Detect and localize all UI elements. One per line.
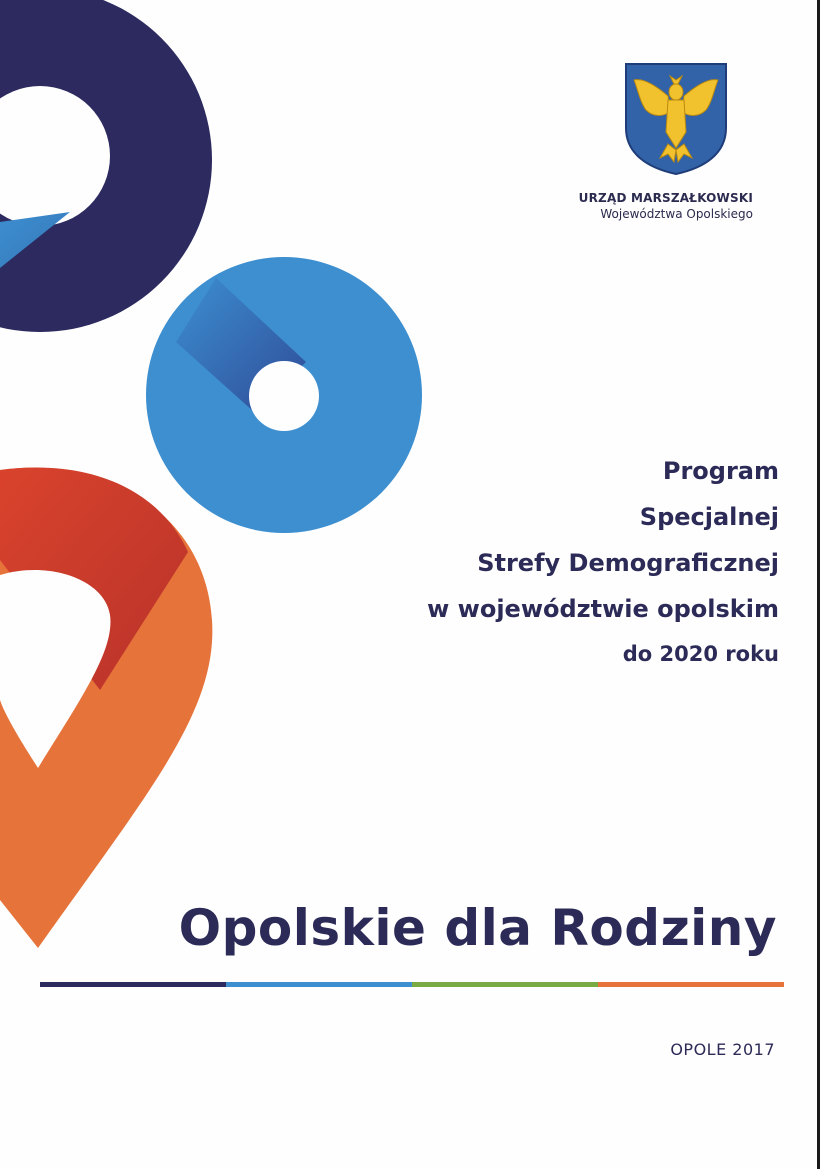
subtitle-line: Strefy Demograficznej bbox=[477, 549, 779, 577]
publication-place-year: OPOLE 2017 bbox=[670, 1040, 775, 1059]
coat-of-arms-eagle-icon bbox=[624, 62, 728, 176]
blue-ring-hole bbox=[249, 361, 319, 431]
office-name: URZĄD MARSZAŁKOWSKI bbox=[578, 191, 753, 205]
divider-segment-blue bbox=[226, 982, 412, 987]
divider-segment-orange bbox=[598, 982, 784, 987]
subtitle-line: Specjalnej bbox=[639, 503, 779, 531]
divider-segment-green bbox=[412, 982, 598, 987]
page-title: Opolskie dla Rodziny bbox=[178, 899, 777, 957]
color-divider bbox=[40, 982, 784, 987]
subtitle-block bbox=[427, 448, 779, 676]
office-block bbox=[579, 190, 753, 222]
subtitle-line: Program bbox=[662, 457, 779, 485]
subtitle-line: w województwie opolskim bbox=[427, 595, 779, 623]
divider-segment-navy bbox=[40, 982, 226, 987]
office-region: Województwa Opolskiego bbox=[600, 207, 753, 221]
subtitle-line: do 2020 roku bbox=[622, 642, 779, 666]
